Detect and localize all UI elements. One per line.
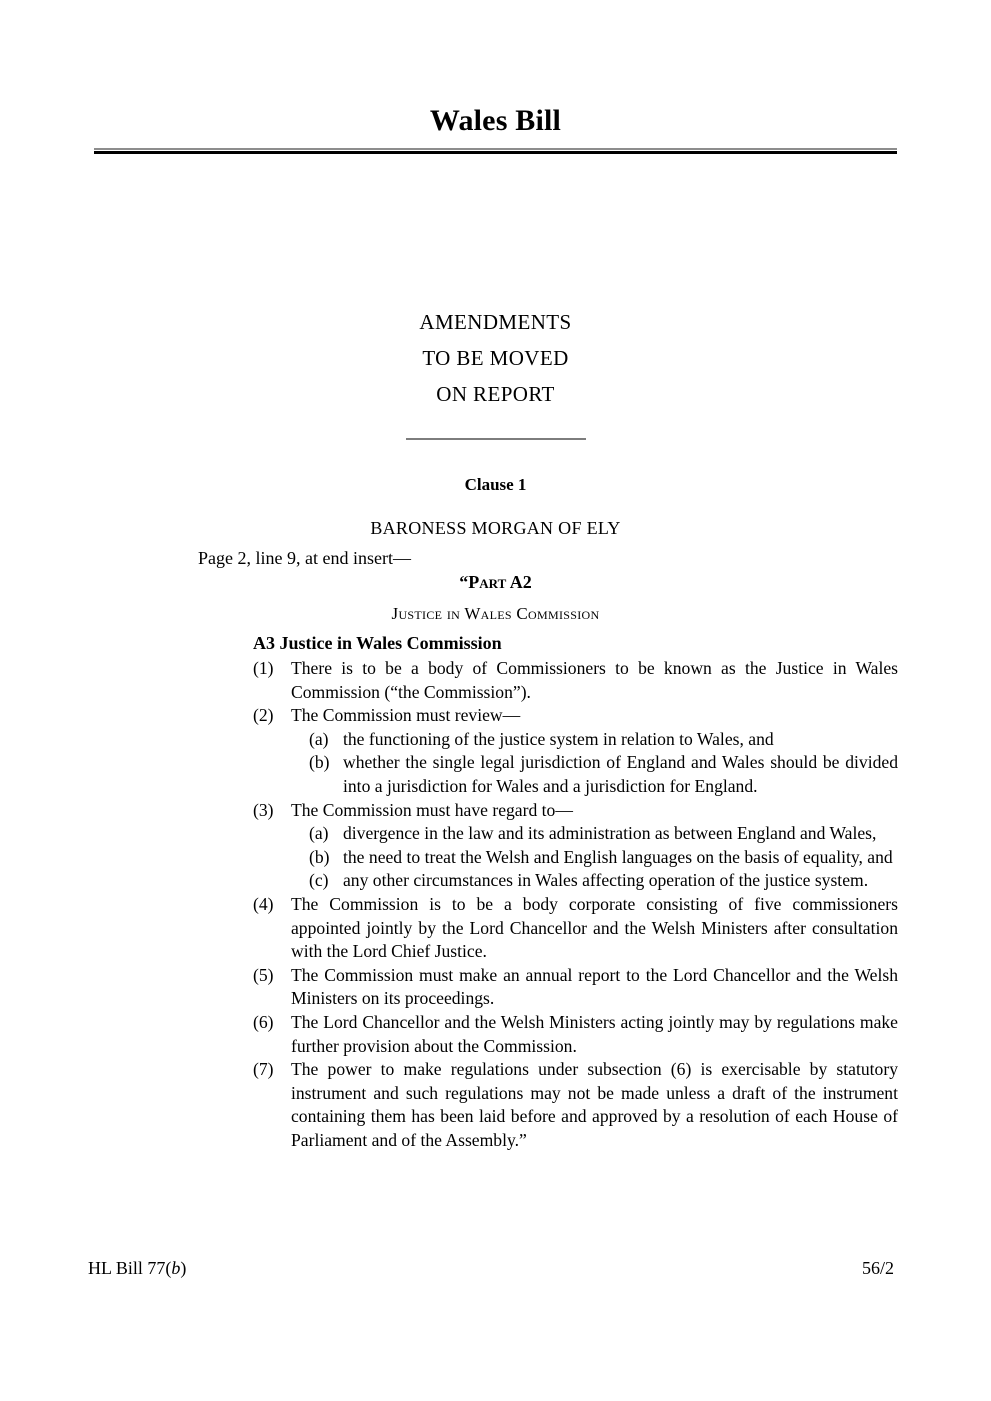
bill-number: [88, 1258, 186, 1279]
subsection-item: [253, 657, 898, 704]
sub-item-text: whether the single legal jurisdiction of England and Wales should be divided into a jurisdiction for Wales and a jurisdiction for England.: [343, 752, 898, 796]
subsection-text: The power to make regulations under subsection (6) is exercisable by statutory instrument and such regulations may not be made unless a draft of the instrument containing them has been laid before and approved by a resolution of each House of Parliament and of the Assembly.”: [291, 1059, 898, 1150]
sub-item-text: the need to treat the Welsh and English languages on the basis of equality, and: [343, 846, 893, 867]
amendments-heading-line-3: ON REPORT: [436, 382, 555, 406]
subsection-marker: (2): [253, 705, 274, 726]
amendment-instruction: Page 2, line 9, at end insert—: [198, 548, 411, 568]
sub-item-marker: (b): [309, 752, 330, 773]
sub-item-text: any other circumstances in Wales affecting operation of the justice system.: [343, 870, 869, 891]
bill-number-letter: b: [171, 1258, 181, 1278]
subsection-sublist: [309, 822, 898, 893]
subsection-item: [253, 964, 898, 1011]
sub-item: [309, 728, 898, 752]
subsection-marker: (7): [253, 1059, 274, 1080]
subsection-item: [253, 1011, 898, 1058]
subsection-marker: (3): [253, 799, 274, 820]
amendments-heading-block: [0, 304, 991, 440]
page-reference: 56/2: [861, 1258, 894, 1278]
part-heading: [0, 572, 991, 593]
sub-item-marker: (c): [309, 870, 329, 891]
amendments-heading-line-1: AMENDMENTS: [419, 310, 572, 334]
sub-item-marker: (a): [309, 728, 329, 749]
subsection-item: [253, 893, 898, 964]
subsection-marker: (4): [253, 893, 274, 914]
sub-item-text: divergence in the law and its administration as between England and Wales,: [343, 823, 877, 844]
part-heading-text: “Part A2: [459, 572, 532, 592]
section-divider-rule: [406, 438, 586, 440]
amendments-heading-line-2: TO BE MOVED: [422, 346, 569, 370]
sub-item: [309, 822, 898, 846]
bill-number-suffix: ): [180, 1258, 187, 1278]
amendment-sponsor: BARONESS MORGAN OF ELY: [370, 518, 621, 538]
subsection-marker: (6): [253, 1011, 274, 1032]
subsection-marker: (1): [253, 658, 274, 678]
subsection-item: [253, 799, 898, 823]
section-heading: A3 Justice in Wales Commission: [253, 633, 502, 653]
sub-item-marker: (a): [309, 823, 329, 844]
page-footer: [88, 1258, 894, 1279]
clause-heading: Clause 1: [464, 475, 527, 494]
subsection-text: The Lord Chancellor and the Welsh Ministers acting jointly may by regulations make further provision about the Commission.: [291, 1011, 898, 1056]
subsection-text: The Commission must have regard to—: [291, 799, 573, 820]
sub-item: [309, 869, 898, 893]
subsection-marker: (5): [253, 964, 274, 985]
subsection-text: The Commission is to be a body corporate consisting of five commissioners appointed jointly by the Lord Chancellor and the Welsh Ministers after consultation with the Lord Chief Justice.: [291, 893, 898, 962]
part-subheading: Justice in Wales Commission: [391, 604, 600, 623]
subsection-sublist: [309, 728, 898, 799]
subsection-item: [253, 1058, 898, 1152]
subsection-text: The Commission must review—: [291, 705, 521, 726]
subsection-list: [253, 657, 898, 1152]
masthead-rule: [94, 148, 897, 154]
masthead-rule-thick: [94, 151, 897, 154]
bill-number-prefix: HL Bill 77(: [88, 1258, 172, 1278]
masthead: [0, 104, 991, 137]
page-title: Wales Bill: [429, 104, 562, 137]
sub-item-text: the functioning of the justice system in relation to Wales, and: [343, 728, 774, 749]
subsection-text: The Commission must make an annual report to the Lord Chancellor and the Welsh Ministers on its proceedings.: [291, 964, 898, 1009]
subsection-text: There is to be a body of Commissioners to be known as the Justice in Wales Commission (“the Commission”).: [291, 658, 898, 702]
subsection-item: [253, 704, 898, 728]
sub-item: [309, 751, 898, 798]
sub-item: [309, 846, 898, 870]
sub-item-marker: (b): [309, 846, 330, 867]
